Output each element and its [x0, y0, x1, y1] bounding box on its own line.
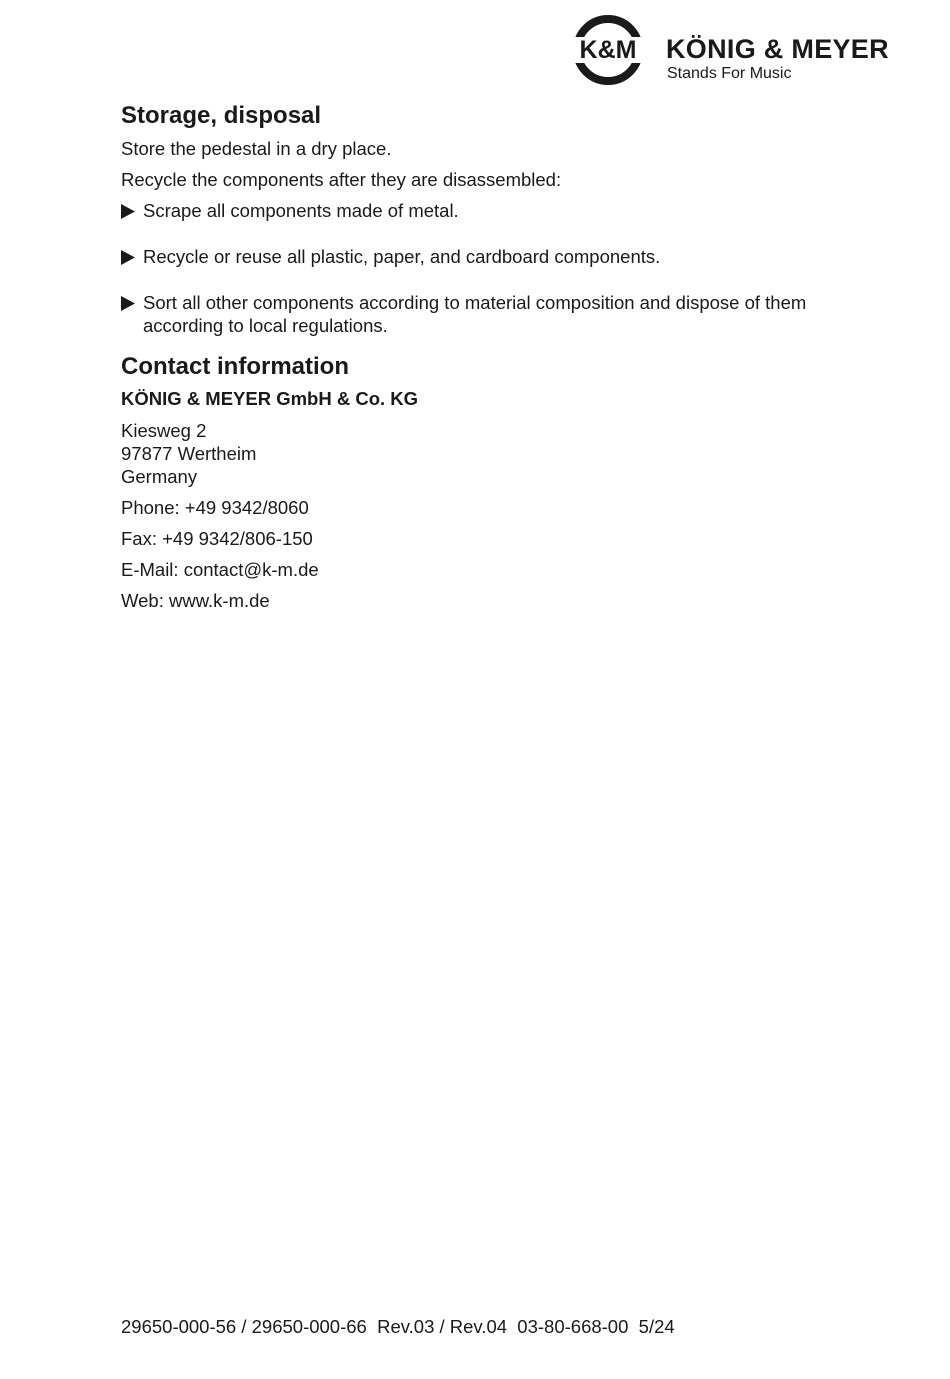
storage-heading: Storage, disposal	[121, 102, 322, 129]
phone-number: Phone: +49 9342/8060	[121, 497, 309, 518]
page-content	[121, 100, 861, 620]
address-line: 97877 Wertheim	[121, 443, 257, 464]
triangle-bullet-icon	[121, 291, 143, 337]
km-logo-icon	[566, 14, 650, 86]
address-line: Kiesweg 2	[121, 420, 207, 441]
bullet-text: Recycle or reuse all plastic, paper, and cardboard components.	[143, 246, 661, 267]
fax-number: Fax: +49 9342/806-150	[121, 528, 313, 549]
storage-section	[121, 100, 861, 337]
company-name: KÖNIG & MEYER GmbH & Co. KG	[121, 388, 419, 409]
triangle-bullet-icon	[121, 245, 143, 268]
email-address: E-Mail: contact@k-m.de	[121, 559, 319, 580]
storage-paragraph: Recycle the components after they are disassembled:	[121, 169, 562, 190]
postal-address	[121, 419, 861, 488]
logo-tagline: Stands For Music	[667, 65, 792, 82]
storage-paragraph: Store the pedestal in a dry place.	[121, 138, 392, 159]
bullet-text: Sort all other components according to material composition and dispose of them according to local regulations.	[143, 292, 807, 336]
triangle-bullet-icon	[121, 199, 143, 222]
brand-logo	[566, 14, 936, 88]
bullet-item	[121, 291, 861, 337]
bullet-item	[121, 245, 861, 268]
contact-section	[121, 351, 861, 612]
logo-brand-name: KÖNIG & MEYER	[666, 34, 889, 64]
bullet-item	[121, 199, 861, 222]
bullet-text: Scrape all components made of metal.	[143, 200, 459, 221]
contact-heading: Contact information	[121, 353, 349, 380]
website-address: Web: www.k-m.de	[121, 590, 270, 611]
footer-document-number: 29650-000-56 / 29650-000-66 Rev.03 / Rev.04 03-80-668-00 5/24	[121, 1316, 675, 1337]
logo-mark-text: K&M	[579, 36, 637, 64]
address-line: Germany	[121, 466, 198, 487]
